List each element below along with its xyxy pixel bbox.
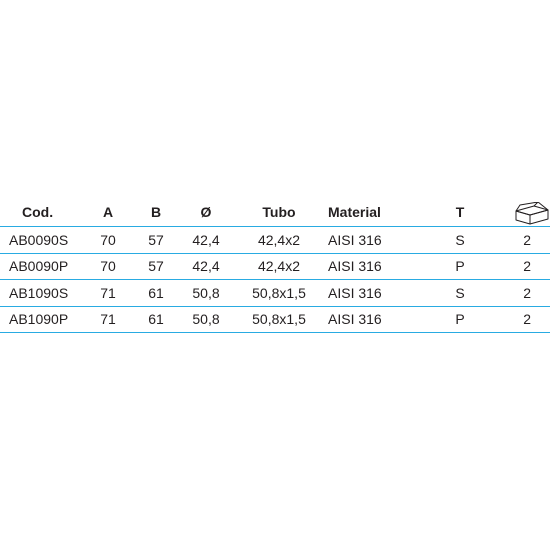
header-package [484, 198, 550, 227]
header-a: A [86, 198, 130, 227]
cell-material: AISI 316 [328, 280, 436, 307]
cell-material: AISI 316 [328, 253, 436, 280]
cell-diameter: 50,8 [182, 280, 230, 307]
cell-a: 70 [86, 253, 130, 280]
cell-cod: AB1090P [0, 306, 86, 333]
box-icon [514, 202, 550, 226]
cell-diameter: 50,8 [182, 306, 230, 333]
cell-material: AISI 316 [328, 227, 436, 254]
cell-tubo: 42,4x2 [230, 227, 328, 254]
cell-material: AISI 316 [328, 306, 436, 333]
cell-b: 61 [130, 280, 182, 307]
cell-cod: AB1090S [0, 280, 86, 307]
cell-tubo: 50,8x1,5 [230, 306, 328, 333]
cell-qty: 2 [484, 306, 550, 333]
cell-tubo: 50,8x1,5 [230, 280, 328, 307]
header-t: T [436, 198, 484, 227]
cell-cod: AB0090S [0, 227, 86, 254]
table-header-row [0, 198, 550, 227]
table-row [0, 306, 550, 333]
product-spec-table [0, 198, 550, 333]
cell-qty: 2 [484, 227, 550, 254]
cell-diameter: 42,4 [182, 253, 230, 280]
cell-a: 71 [86, 306, 130, 333]
table-row [0, 280, 550, 307]
cell-t: P [436, 253, 484, 280]
header-cod: Cod. [0, 198, 86, 227]
header-b: B [130, 198, 182, 227]
cell-cod: AB0090P [0, 253, 86, 280]
cell-qty: 2 [484, 253, 550, 280]
cell-a: 70 [86, 227, 130, 254]
cell-t: S [436, 227, 484, 254]
header-material: Material [328, 198, 436, 227]
cell-b: 57 [130, 227, 182, 254]
cell-qty: 2 [484, 280, 550, 307]
cell-t: P [436, 306, 484, 333]
table-row [0, 227, 550, 254]
cell-a: 71 [86, 280, 130, 307]
cell-t: S [436, 280, 484, 307]
header-diameter: Ø [182, 198, 230, 227]
header-tubo: Tubo [230, 198, 328, 227]
table-row [0, 253, 550, 280]
cell-tubo: 42,4x2 [230, 253, 328, 280]
cell-diameter: 42,4 [182, 227, 230, 254]
cell-b: 61 [130, 306, 182, 333]
cell-b: 57 [130, 253, 182, 280]
